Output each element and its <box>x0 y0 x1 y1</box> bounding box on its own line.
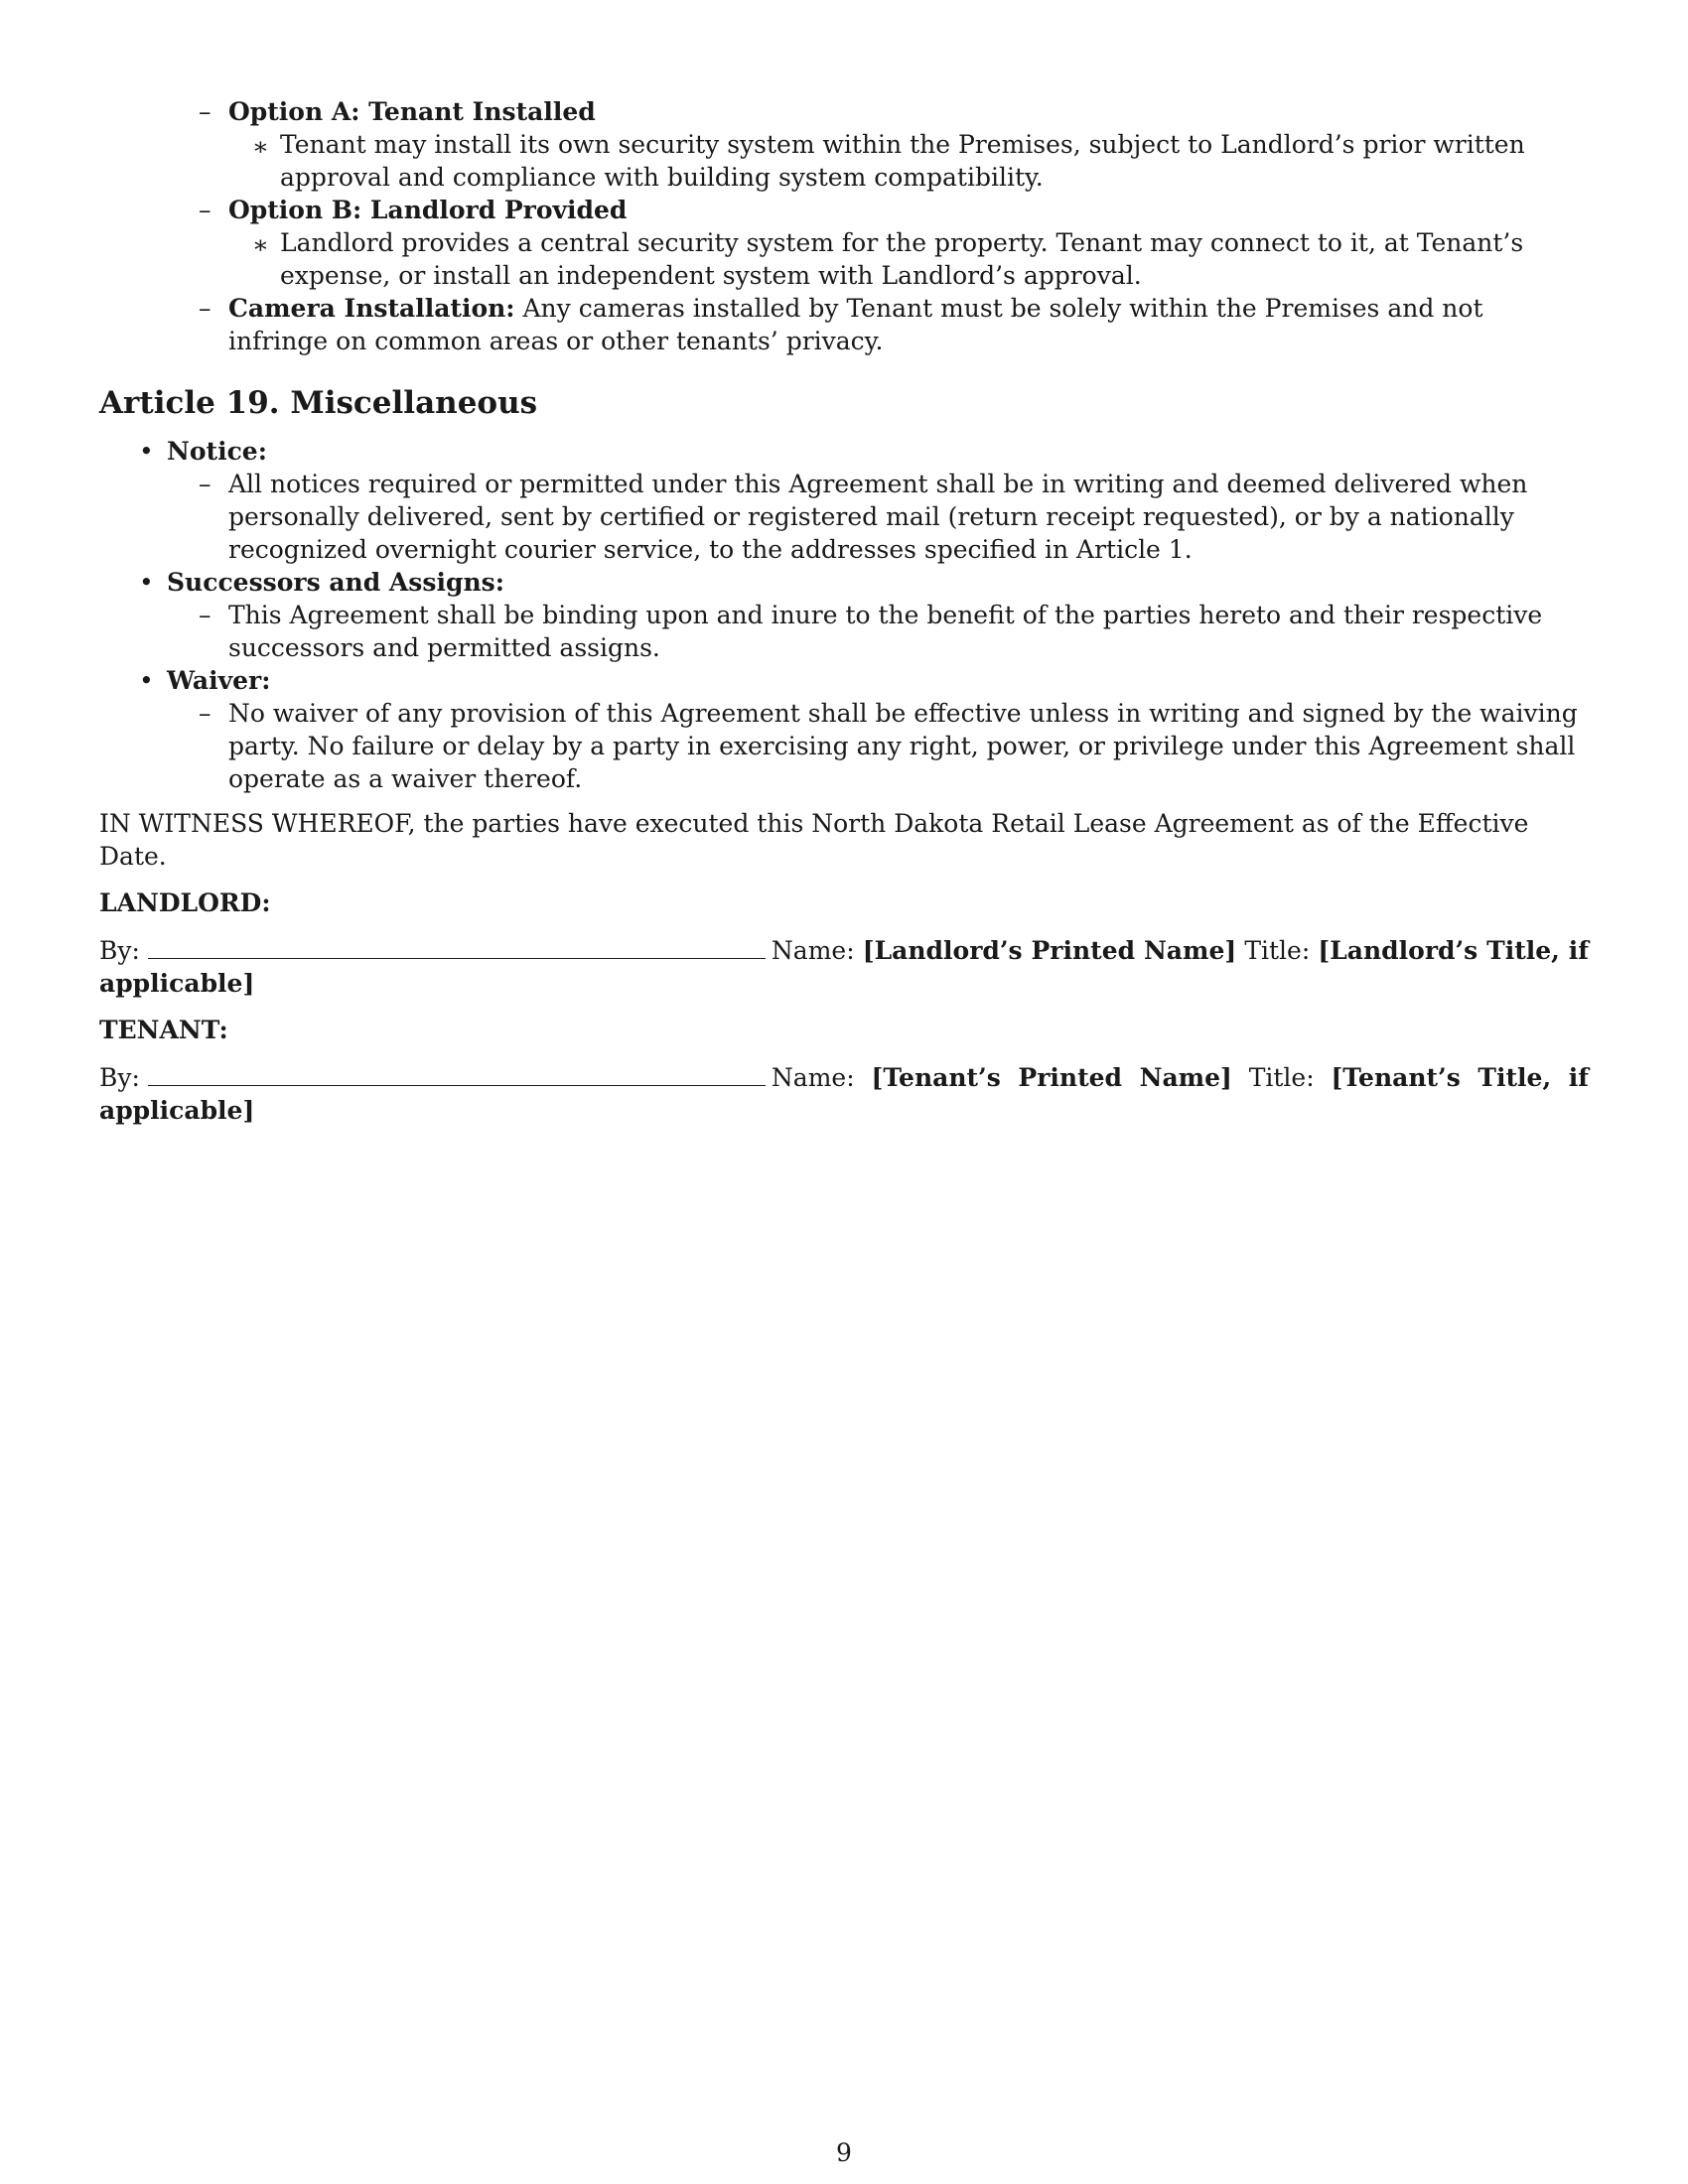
bullet-marker: • <box>139 568 154 597</box>
camera-label: Camera Installation: <box>228 294 515 323</box>
asterisk-marker: ∗ <box>252 230 269 259</box>
landlord-signature-field[interactable] <box>148 936 766 959</box>
list-item-option-a-detail <box>252 128 1589 194</box>
dash-marker: – <box>199 699 211 728</box>
list-item-notice-detail <box>199 468 1589 566</box>
tenant-by-label: By: <box>99 1063 140 1092</box>
tenant-title-value: [Tenant’s Title, if applicable] <box>99 1063 1590 1125</box>
witness-clause: IN WITNESS WHEREOF, the parties have executed this North Dakota Retail Lease Agreement as of the Effective Date. <box>99 809 1529 871</box>
dash-marker: – <box>199 97 211 126</box>
list-item-option-b-detail <box>252 226 1589 292</box>
list-item-camera-installation <box>199 292 1589 357</box>
camera-text: Any cameras installed by Tenant must be solely within the Premises and not infringe on common areas or other tenants’ privacy. <box>228 294 1483 355</box>
landlord-by-label: By: <box>99 936 140 965</box>
bullet-item-waiver <box>139 664 1589 697</box>
dash-marker: – <box>199 196 211 224</box>
landlord-title-label: Title: <box>1244 936 1311 965</box>
tenant-name-label: Name: <box>771 1063 855 1092</box>
dash-marker: – <box>199 601 211 629</box>
landlord-title-value: [Landlord’s Title, if applicable] <box>99 936 1590 998</box>
tenant-signature-line <box>99 1061 1589 1127</box>
notice-text: All notices required or permitted under this Agreement shall be in writing and deemed delivered when personally delivered, sent by certified or registered mail (return receipt requested), or by a nationally recognized overnight courier service, to the addresses specified in Article 1. <box>228 470 1528 564</box>
list-item-option-b <box>199 194 1589 226</box>
landlord-heading: LANDLORD: <box>99 888 271 917</box>
tenant-signature-field[interactable] <box>148 1063 766 1086</box>
document-page <box>99 95 1589 1127</box>
bullet-marker: • <box>139 666 154 695</box>
list-item-option-a <box>199 95 1589 128</box>
notice-label: Notice: <box>167 437 267 466</box>
dash-marker: – <box>199 470 211 498</box>
list-item-waiver-detail <box>199 697 1589 795</box>
asterisk-marker: ∗ <box>252 132 269 161</box>
option-b-label: Option B: Landlord Provided <box>228 196 628 224</box>
bullet-item-notice <box>139 435 1589 468</box>
option-b-text: Landlord provides a central security system for the property. Tenant may connect to it, at Tenant’s expense, or install an independent system with Landlord’s approval. <box>280 228 1524 290</box>
list-item-successors-detail <box>199 599 1589 664</box>
tenant-heading: TENANT: <box>99 1016 228 1044</box>
tenant-title-label: Title: <box>1248 1063 1315 1092</box>
option-a-text: Tenant may install its own security system within the Premises, subject to Landlord’s prior written approval and compliance with building system compatibility. <box>280 130 1525 192</box>
successors-text: This Agreement shall be binding upon and inure to the benefit of the parties hereto and their respective successors and permitted assigns. <box>228 601 1543 662</box>
successors-label: Successors and Assigns: <box>167 568 504 597</box>
waiver-label: Waiver: <box>167 666 271 695</box>
option-a-label: Option A: Tenant Installed <box>228 97 596 126</box>
waiver-text: No waiver of any provision of this Agreement shall be effective unless in writing and signed by the waiving party. No failure or delay by a party in exercising any right, power, or privilege under this Agreement shall operate as a waiver thereof. <box>228 699 1578 793</box>
page-number: 9 <box>836 2138 852 2167</box>
bullet-marker: • <box>139 437 154 466</box>
tenant-name-value: [Tenant’s Printed Name] <box>871 1063 1232 1092</box>
article-19-heading: Article 19. Miscellaneous <box>99 385 538 421</box>
dash-marker: – <box>199 294 211 323</box>
bullet-item-successors <box>139 566 1589 599</box>
landlord-signature-line <box>99 934 1589 1000</box>
landlord-name-label: Name: <box>771 936 855 965</box>
landlord-name-value: [Landlord’s Printed Name] <box>862 936 1237 965</box>
